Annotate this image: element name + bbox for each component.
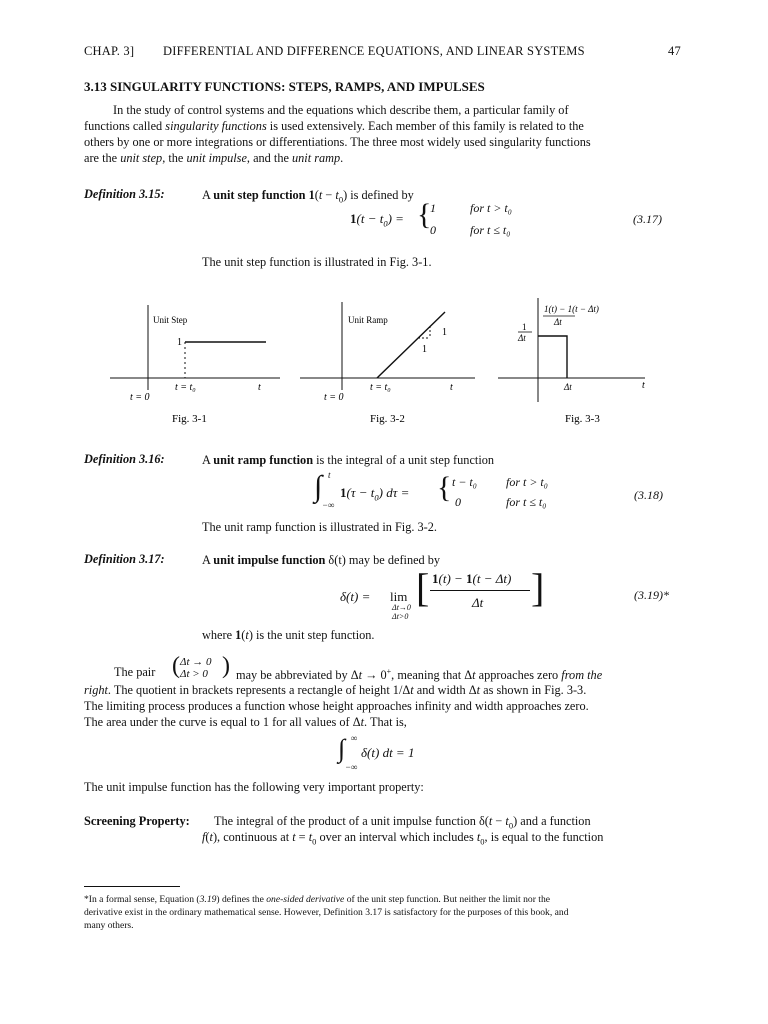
fig-3-1-label: Unit Step bbox=[153, 315, 188, 325]
pair-pre: The pair bbox=[114, 665, 156, 679]
integral-sign: ∫ bbox=[314, 470, 323, 503]
definition-text: A unit ramp function is the integral of a unit step function bbox=[202, 453, 495, 467]
fig-3-2-one-right: 1 bbox=[442, 327, 447, 338]
pair-top: Δt → 0 bbox=[180, 656, 212, 668]
where-line: where 1(t) is the unit step function. bbox=[202, 628, 375, 642]
page-number: 47 bbox=[668, 44, 681, 58]
definition-after: The unit ramp function is illustrated in Fig. 3-2. bbox=[202, 520, 437, 534]
pair-paren-right: ) bbox=[222, 653, 230, 679]
fig-3-1-level: 1 bbox=[177, 337, 182, 348]
pair-paren-left: ( bbox=[172, 653, 180, 679]
intro-line: In the study of control systems and the equations which describe them, a particular family of bbox=[113, 103, 569, 117]
equation-number: (3.17) bbox=[633, 212, 662, 226]
pair-post: may be abbreviated by Δt → 0+, meaning that Δt approaches zero from the bbox=[236, 667, 603, 683]
integral-body: δ(t) dt = 1 bbox=[361, 745, 415, 760]
left-bracket: [ bbox=[416, 565, 430, 610]
definition-after: The unit step function is illustrated in Fig. 3-1. bbox=[202, 255, 432, 269]
integral-sign: ∫ bbox=[338, 734, 346, 763]
chapter-label: CHAP. 3] bbox=[84, 44, 135, 58]
fig-3-3-top-label: 1(t) − 1(t − Δt) bbox=[544, 304, 599, 314]
impulse-lhs: δ(t) = bbox=[340, 589, 371, 604]
fig-3-2-caption: Fig. 3-2 bbox=[370, 413, 405, 425]
definition-label: Definition 3.16: bbox=[84, 452, 165, 466]
step-case1-condition: for t > t₀ bbox=[470, 201, 512, 215]
equation-number: (3.19)* bbox=[634, 588, 669, 602]
ramp-brace: { bbox=[437, 471, 452, 504]
integral-lower-limit: −∞ bbox=[322, 500, 335, 510]
ramp-case1-value: t − t₀ bbox=[452, 475, 477, 489]
fig-3-1-t0-label: t = t₀ bbox=[175, 382, 196, 393]
section-heading: 3.13 SINGULARITY FUNCTIONS: STEPS, RAMPS, AND IMPULSES bbox=[84, 79, 485, 94]
pair-bottom: Δt > 0 bbox=[180, 668, 208, 680]
definition-text: A unit impulse function δ(t) may be defined by bbox=[202, 553, 441, 567]
footnote bbox=[84, 893, 684, 932]
fig-3-3-caption: Fig. 3-3 bbox=[565, 413, 600, 425]
footnote-line: *In a formal sense, Equation (3.19) defines the one-sided derivative of the unit step function. But neither the limit nor the bbox=[84, 894, 551, 905]
ramp-case1-condition: for t > t₀ bbox=[506, 475, 548, 489]
fig-3-2-origin-label: t = 0 bbox=[324, 392, 344, 403]
fig-3-1-caption: Fig. 3-1 bbox=[172, 413, 207, 425]
fig-3-3-height-den: Δt bbox=[518, 333, 526, 343]
fig-3-3-width-label: Δt bbox=[564, 382, 572, 392]
impulse-numerator: 1(t) − 1(t − Δt) bbox=[432, 571, 512, 586]
fig-3-3-height-num: 1 bbox=[522, 322, 527, 332]
integral-upper: ∞ bbox=[351, 733, 358, 743]
fig-3-1-origin-label: t = 0 bbox=[130, 392, 150, 403]
fig-3-2-t0-label: t = t₀ bbox=[370, 382, 391, 393]
screening-line1: The integral of the product of a unit impulse function $\delta(t - t_0)$ and a function bbox=[214, 814, 591, 831]
right-bracket: ] bbox=[531, 565, 545, 610]
intro-line: are the unit step, the unit impulse, and the unit ramp. bbox=[84, 151, 344, 165]
intro-line: functions called singularity functions is used extensively. Each member of this family is related to the bbox=[84, 119, 584, 133]
fig-3-3-rectangle bbox=[538, 336, 567, 378]
footnote-line: derivative exist in the ordinary mathematical sense. However, Definition 3.17 is satisfactory for the purposes of this book, and bbox=[84, 907, 569, 918]
fig-3-3-t-label: t bbox=[642, 380, 645, 391]
fig-3-2-label: Unit Ramp bbox=[348, 315, 388, 325]
step-case2-value: 0 bbox=[430, 223, 436, 237]
paragraph-line: The area under the curve is equal to 1 for all values of Δt. That is, bbox=[84, 715, 407, 729]
step-case2-condition: for t ≤ t₀ bbox=[470, 223, 511, 237]
ramp-case2-value: 0 bbox=[455, 495, 461, 509]
pair-paragraph bbox=[84, 682, 684, 730]
screening-line2: f(t), continuous at $t = t_0$ over an interval which includes $t_0$, is equal to the function bbox=[202, 830, 604, 847]
ramp-case2-condition: for t ≤ t₀ bbox=[506, 495, 547, 509]
fraction-bar bbox=[430, 590, 530, 591]
equation-number: (3.18) bbox=[634, 488, 663, 502]
figures-svg bbox=[100, 290, 690, 430]
paragraph-line: The limiting process produces a function whose height approaches infinity and width approaches zero. bbox=[84, 699, 589, 713]
impulse-lim: lim bbox=[390, 589, 408, 604]
screening-label: Screening Property: bbox=[84, 814, 190, 828]
step-case1-value: 1 bbox=[430, 201, 436, 215]
property-intro: The unit impulse function has the following very important property: bbox=[84, 780, 424, 794]
running-title: DIFFERENTIAL AND DIFFERENCE EQUATIONS, AND LINEAR SYSTEMS bbox=[163, 44, 585, 58]
fig-3-1-t-label: t bbox=[258, 382, 261, 393]
impulse-lim-sub1: Δt→0 bbox=[392, 603, 411, 612]
impulse-lim-sub2: Δt>0 bbox=[392, 612, 409, 621]
paragraph-line: right. The quotient in brackets represents a rectangle of height 1/Δt and width Δt as shown in Fig. 3-3. bbox=[84, 683, 587, 697]
impulse-denominator: Δt bbox=[472, 595, 484, 610]
definition-label: Definition 3.15: bbox=[84, 187, 165, 201]
integral-upper-limit: t bbox=[328, 470, 331, 480]
intro-line: others by one or more integrations or differentiations. The three most widely used singularity functions bbox=[84, 135, 591, 149]
fig-3-3-top-den: Δt bbox=[554, 317, 562, 327]
definition-label: Definition 3.17: bbox=[84, 552, 165, 566]
fig-3-2-t-label: t bbox=[450, 382, 453, 393]
fig-3-2-one-below: 1 bbox=[422, 344, 427, 355]
footnote-line: many others. bbox=[84, 920, 134, 931]
ramp-integrand: $1(\tau - t_0)$ dτ = bbox=[340, 485, 410, 503]
step-lhs: $1(t - t_0)$ = bbox=[350, 211, 404, 229]
step-brace: { bbox=[417, 198, 432, 231]
figures-row bbox=[100, 290, 690, 430]
intro-paragraph bbox=[84, 102, 684, 166]
fig-3-1-plot bbox=[110, 305, 280, 390]
definition-text: A unit step function $1(t - t_0)$ is defined by bbox=[202, 188, 414, 205]
integral-lower: −∞ bbox=[345, 762, 358, 772]
footnote-rule bbox=[84, 886, 180, 887]
